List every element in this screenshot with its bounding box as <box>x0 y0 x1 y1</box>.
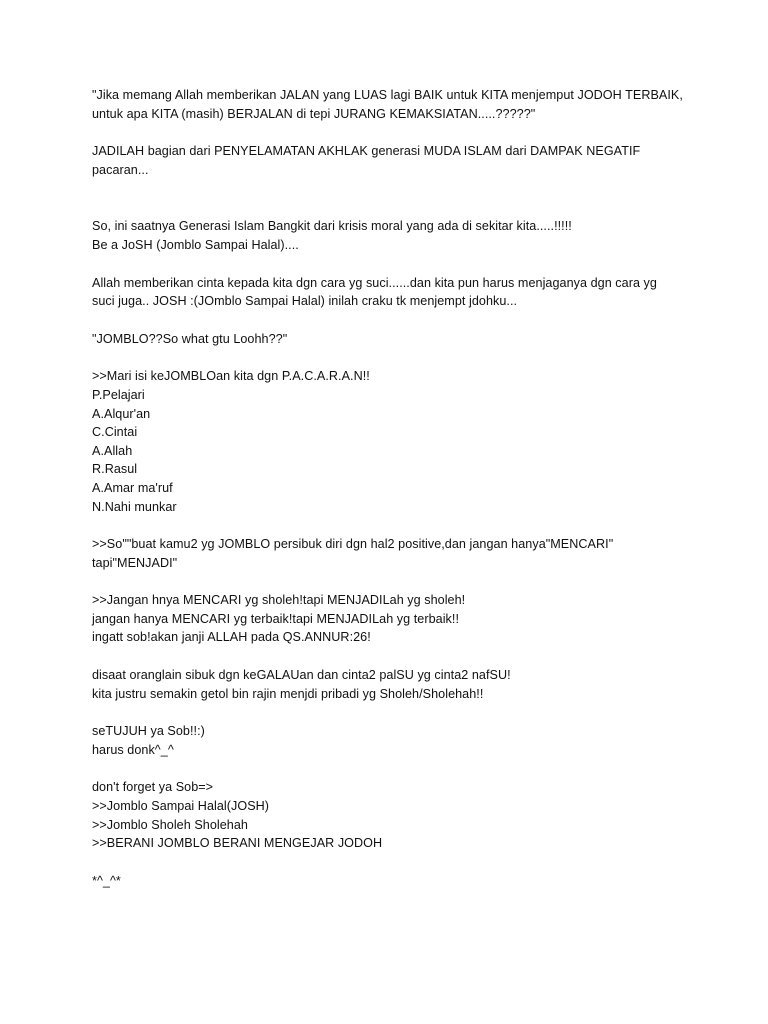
paragraph-jangan-hanya <box>92 591 692 647</box>
paragraph-galau <box>92 666 692 703</box>
text-line: >>Jangan hnya MENCARI yg sholeh!tapi MENJADILah yg sholeh! <box>92 593 466 608</box>
text-line: >>Mari isi keJOMBLOan kita dgn P.A.C.A.R.A.N!! <box>92 369 370 384</box>
text-line: seTUJUH ya Sob!!:) <box>92 724 205 739</box>
text-line: "Jika memang Allah memberikan JALAN yang LUAS lagi BAIK untuk KITA menjemput JODOH TERBAIK, <box>92 88 683 102</box>
paragraph-setujuh <box>92 722 692 759</box>
text-line: disaat oranglain sibuk dgn keGALAUan dan cinta2 palSU yg cinta2 nafSU! <box>92 668 511 683</box>
text-line: don't forget ya Sob=> <box>92 780 214 795</box>
list-item: A.Amar ma'ruf <box>92 480 173 495</box>
text-line: >>Jomblo Sampai Halal(JOSH) <box>92 799 270 814</box>
text-line: "JOMBLO??So what gtu Loohh??" <box>92 331 288 346</box>
paragraph-generasi-bangkit <box>92 217 692 254</box>
text-line: kita justru semakin getol bin rajin menjdi pribadi yg Sholeh/Sholehah!! <box>92 686 484 701</box>
paragraph-emoticon <box>92 872 692 891</box>
list-item: C.Cintai <box>92 425 138 440</box>
text-line: *^_^* <box>92 873 121 888</box>
list-item: N.Nahi munkar <box>92 499 177 514</box>
text-line: >>So""buat kamu2 yg JOMBLO persibuk diri dgn hal2 positive,dan jangan hanya"MENCARI" <box>92 537 614 552</box>
text-line: Allah memberikan cinta kepada kita dgn cara yg suci......dan kita pun harus menjaganya dgn cara yg <box>92 275 657 290</box>
text-line: jangan hanya MENCARI yg terbaik!tapi MENJADILah yg terbaik!! <box>92 611 459 626</box>
text-line: harus donk^_^ <box>92 742 174 757</box>
text-line: ingatt sob!akan janji ALLAH pada QS.ANNUR:26! <box>92 630 371 645</box>
text-line: So, ini saatnya Generasi Islam Bangkit dari krisis moral yang ada di sekitar kita.....!!!!! <box>92 219 572 234</box>
list-item: R.Rasul <box>92 462 138 477</box>
document-body <box>92 86 692 909</box>
text-line: tapi"MENJADI" <box>92 555 178 570</box>
text-line: untuk apa KITA (masih) BERJALAN di tepi JURANG KEMAKSIATAN.....?????" <box>92 106 536 121</box>
text-line: suci juga.. JOSH :(JOmblo Sampai Halal) inilah craku tk menjempt jdohku... <box>92 294 518 309</box>
text-line: JADILAH bagian dari PENYELAMATAN AKHLAK generasi MUDA ISLAM dari DAMPAK NEGATIF <box>92 144 641 159</box>
text-line: Be a JoSH (Jomblo Sampai Halal).... <box>92 237 299 252</box>
paragraph-allah-cinta <box>92 274 692 311</box>
paragraph-mencari-menjadi <box>92 535 692 572</box>
paragraph-pacaran-list <box>92 367 692 516</box>
paragraph-quote-intro <box>92 86 692 123</box>
list-item: A.Allah <box>92 443 133 458</box>
list-item: P.Pelajari <box>92 387 145 402</box>
paragraph-jomblo-so-what <box>92 330 692 349</box>
paragraph-dont-forget <box>92 778 692 852</box>
text-line: pacaran... <box>92 162 149 177</box>
list-item: A.Alqur'an <box>92 406 151 421</box>
paragraph-jadilah <box>92 142 692 179</box>
text-line: >>BERANI JOMBLO BERANI MENGEJAR JODOH <box>92 836 383 851</box>
text-line: >>Jomblo Sholeh Sholehah <box>92 817 248 832</box>
